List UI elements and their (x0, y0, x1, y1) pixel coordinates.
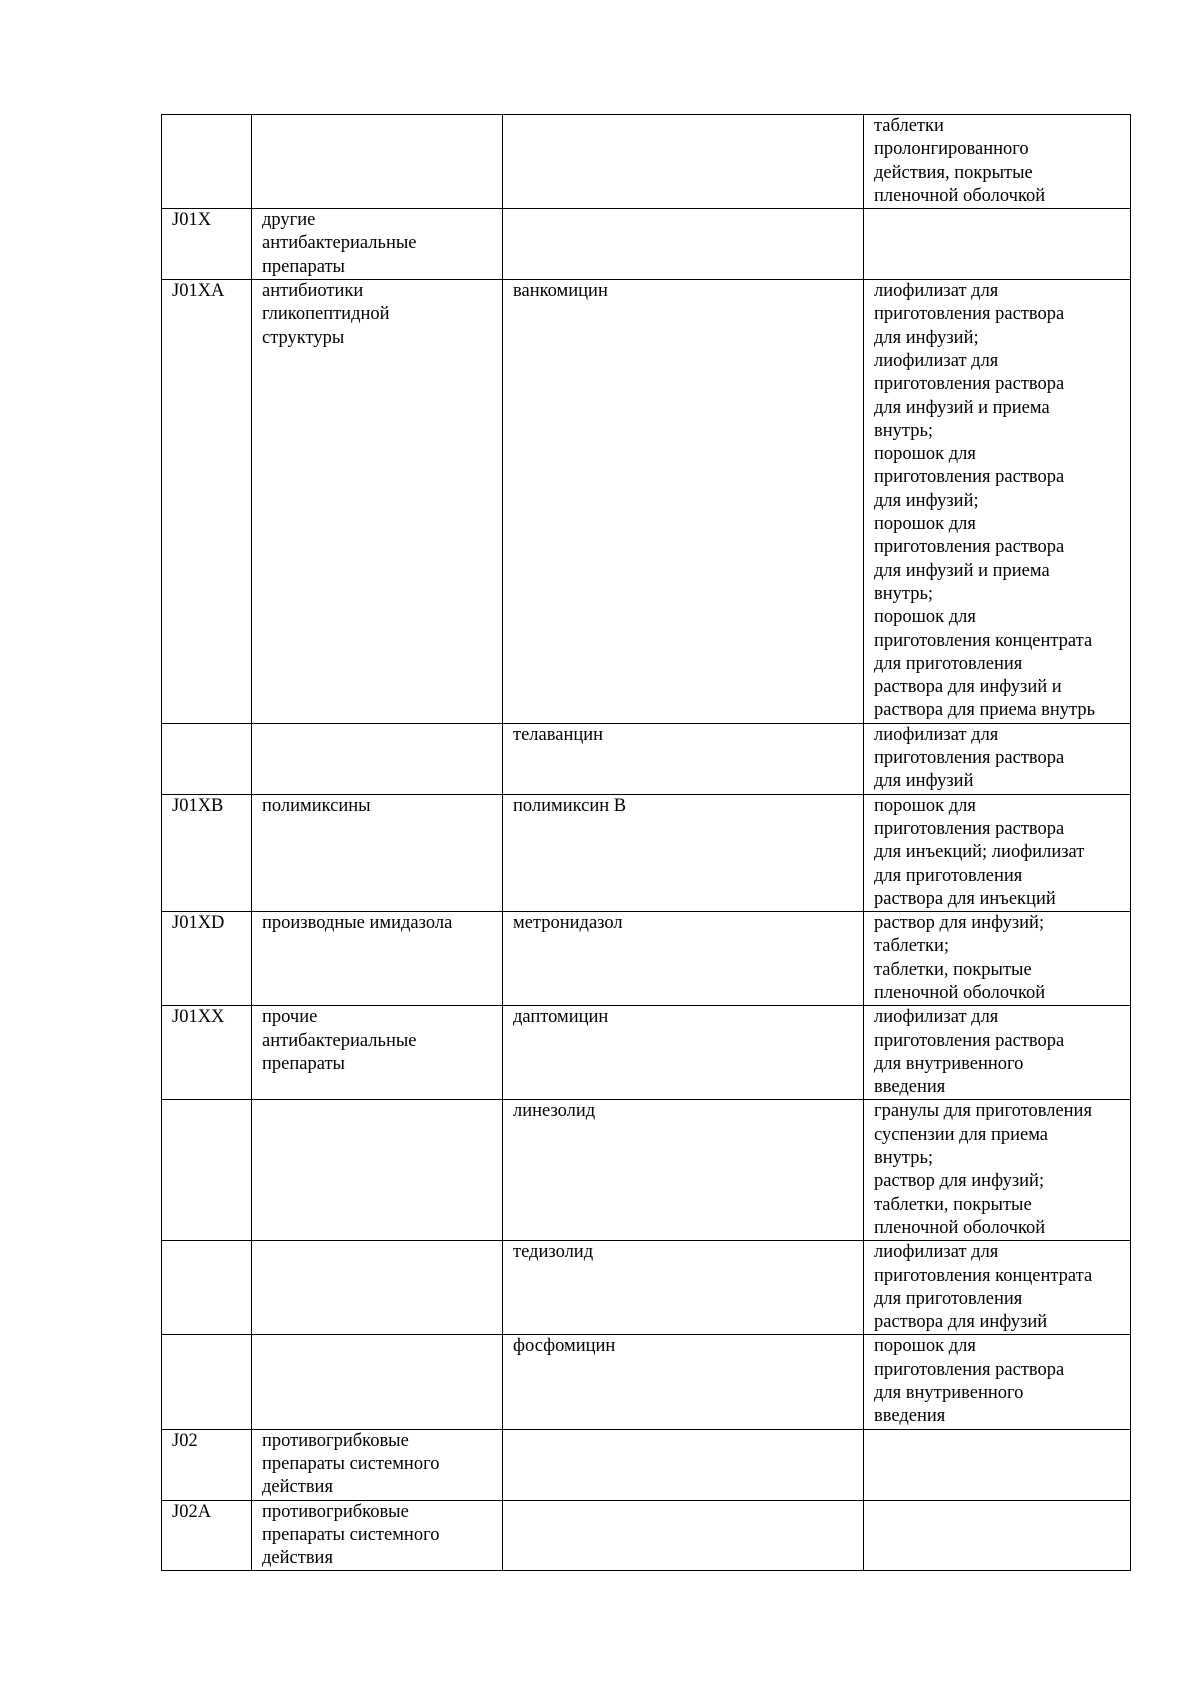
dosage-form-cell: порошок для приготовления раствора для внутривенного введения (864, 1335, 1131, 1429)
dosage-form-cell: лиофилизат для приготовления концентрата для приготовления раствора для инфузий (864, 1241, 1131, 1335)
dosage-form-cell: лиофилизат для приготовления раствора для инфузий (864, 723, 1131, 794)
atc-code-cell: J01XX (162, 1006, 252, 1100)
dosage-form-cell (864, 1500, 1131, 1571)
atc-code-cell: J02A (162, 1500, 252, 1571)
drug-name-cell: даптомицин (503, 1006, 864, 1100)
atc-code-cell (162, 115, 252, 209)
table-row (162, 1335, 1131, 1429)
drug-table (161, 114, 1131, 1571)
atc-code-cell (162, 1335, 252, 1429)
table-row (162, 1241, 1131, 1335)
table-row (162, 723, 1131, 794)
atc-group-cell (252, 1335, 503, 1429)
atc-group-cell (252, 1241, 503, 1335)
atc-group-cell: противогрибковые препараты системного действия (252, 1429, 503, 1500)
atc-group-cell (252, 723, 503, 794)
table-row (162, 115, 1131, 209)
table-row (162, 794, 1131, 911)
dosage-form-cell: гранулы для приготовления суспензии для приема внутрь; раствор для инфузий; таблетки, покрытые пленочной оболочкой (864, 1100, 1131, 1241)
drug-name-cell (503, 115, 864, 209)
dosage-form-cell: лиофилизат для приготовления раствора для внутривенного введения (864, 1006, 1131, 1100)
table-row (162, 209, 1131, 280)
atc-group-cell: другие антибактериальные препараты (252, 209, 503, 280)
atc-code-cell (162, 1241, 252, 1335)
atc-code-cell (162, 723, 252, 794)
atc-code-cell (162, 1100, 252, 1241)
dosage-form-cell: раствор для инфузий; таблетки; таблетки, покрытые пленочной оболочкой (864, 912, 1131, 1006)
drug-name-cell: ванкомицин (503, 280, 864, 724)
drug-name-cell: фосфомицин (503, 1335, 864, 1429)
drug-name-cell: тедизолид (503, 1241, 864, 1335)
table-row (162, 1100, 1131, 1241)
atc-code-cell: J01X (162, 209, 252, 280)
dosage-form-cell (864, 209, 1131, 280)
atc-group-cell (252, 115, 503, 209)
drug-name-cell (503, 1429, 864, 1500)
atc-group-cell: противогрибковые препараты системного действия (252, 1500, 503, 1571)
atc-group-cell: производные имидазола (252, 912, 503, 1006)
drug-name-cell: метронидазол (503, 912, 864, 1006)
atc-code-cell: J01XB (162, 794, 252, 911)
drug-name-cell (503, 209, 864, 280)
atc-group-cell: прочие антибактериальные препараты (252, 1006, 503, 1100)
table-row (162, 1429, 1131, 1500)
table-row (162, 912, 1131, 1006)
table-row (162, 1006, 1131, 1100)
atc-group-cell (252, 1100, 503, 1241)
table-row (162, 280, 1131, 724)
dosage-form-cell (864, 1429, 1131, 1500)
drug-name-cell: полимиксин В (503, 794, 864, 911)
drug-name-cell: линезолид (503, 1100, 864, 1241)
atc-group-cell: антибиотики гликопептидной структуры (252, 280, 503, 724)
atc-code-cell: J01XD (162, 912, 252, 1006)
drug-name-cell: телаванцин (503, 723, 864, 794)
atc-group-cell: полимиксины (252, 794, 503, 911)
table-row (162, 1500, 1131, 1571)
dosage-form-cell: лиофилизат для приготовления раствора для инфузий; лиофилизат для приготовления раствора для инфузий и приема внутрь; порошок для приготовления раствора для инфузий; порошок для приготовления раствора для инфузий и приема внутрь; порошок для приготовления концентрата для приготовления раствора для инфузий и раствора для приема внутрь (864, 280, 1131, 724)
atc-code-cell: J01XA (162, 280, 252, 724)
dosage-form-cell: порошок для приготовления раствора для инъекций; лиофилизат для приготовления раствора для инъекций (864, 794, 1131, 911)
atc-code-cell: J02 (162, 1429, 252, 1500)
drug-name-cell (503, 1500, 864, 1571)
dosage-form-cell: таблетки пролонгированного действия, покрытые пленочной оболочкой (864, 115, 1131, 209)
